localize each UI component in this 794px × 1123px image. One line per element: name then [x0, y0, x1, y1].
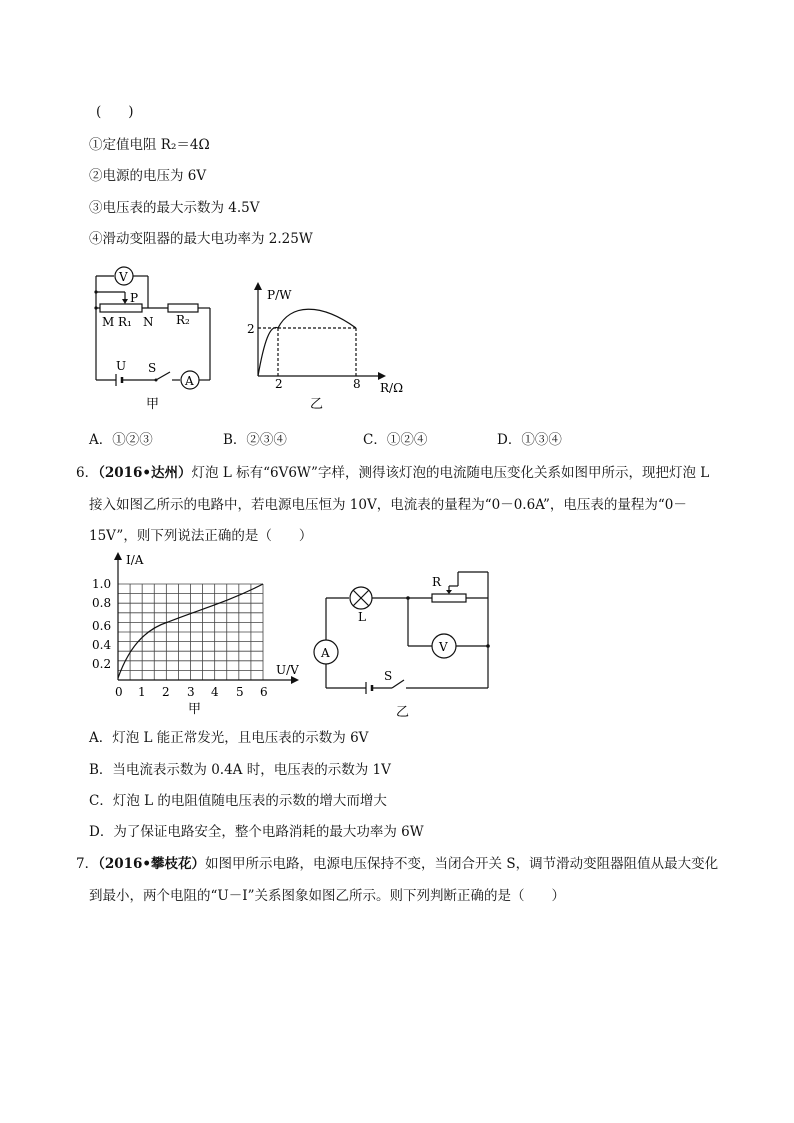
- switch-s-label: S: [384, 669, 393, 683]
- q6-number: 6．: [76, 465, 99, 481]
- q5-statement-3: ③电压表的最大示数为 4.5V: [89, 200, 260, 216]
- q6-graph-xtick: 1: [138, 685, 146, 699]
- q6-graph-ylabel: I/A: [126, 553, 144, 567]
- q6-option-d[interactable]: D．为了保证电路安全，整个电路消耗的最大功率为 6W: [89, 824, 424, 840]
- switch-s-label: S: [148, 361, 157, 375]
- ammeter-label: A: [321, 646, 330, 660]
- r1-label: R₁: [118, 315, 132, 329]
- q5-graph-xlabel: R/Ω: [380, 381, 404, 395]
- q5-statement-2: ②电源的电压为 6V: [89, 168, 207, 184]
- figure-caption-yi: 乙: [310, 397, 324, 412]
- q6-current-voltage-graph: [88, 550, 303, 720]
- q6-option-c[interactable]: C．灯泡 L 的电阻值随电压表的示数的增大而增大: [89, 793, 387, 809]
- q7-stem-line1: [76, 855, 718, 873]
- q5-answer-paren: ( ): [96, 104, 134, 120]
- q6-graph-xtick: 4: [211, 685, 219, 699]
- q5-graph-ylabel: P/W: [267, 288, 292, 302]
- q6-graph-ytick: 0.6: [92, 619, 112, 633]
- q5-statement-1: ①定值电阻 R₂＝4Ω: [89, 137, 210, 153]
- q6-graph-xtick: 5: [236, 685, 244, 699]
- slider-label: P: [130, 291, 139, 305]
- q6-stem-line1: [76, 464, 709, 482]
- q6-stem-line2: 接入如图乙所示的电路中，若电源电压恒为 10V，电流表的量程为“0－0.6A”，电压表的量程为“0－: [89, 497, 687, 513]
- q6-graph-xtick: 2: [162, 685, 170, 699]
- q5-power-resistance-graph: [240, 282, 410, 412]
- q6-graph-xtick: 3: [187, 685, 195, 699]
- figure-caption-yi: 乙: [396, 705, 410, 720]
- q6-option-a[interactable]: A．灯泡 L 能正常发光，且电压表的示数为 6V: [89, 730, 369, 746]
- q5-option-d[interactable]: D．①③④: [497, 432, 562, 448]
- terminal-n-label: N: [143, 315, 154, 329]
- source-u-label: U: [116, 359, 127, 373]
- q5-option-a[interactable]: A．①②③: [89, 432, 153, 448]
- voltmeter-label: V: [119, 270, 128, 284]
- ammeter-label: A: [185, 374, 194, 388]
- figure-caption-jia: 甲: [146, 397, 160, 410]
- q6-graph-ytick: 1.0: [92, 577, 112, 591]
- q5-graph-xtick-8: 8: [353, 377, 361, 391]
- q7-text1: 如图甲所示电路，电源电压保持不变，当闭合开关 S，调节滑动变阻器阻值从最大变化: [205, 856, 719, 872]
- q7-source: （2016•攀枝花）: [98, 856, 206, 872]
- q6-circuit-diagram: [308, 570, 498, 720]
- lamp-label: L: [358, 610, 366, 624]
- q6-graph-ytick: 0.2: [92, 657, 112, 671]
- q6-option-b[interactable]: B．当电流表示数为 0.4A 时，电压表的示数为 1V: [89, 762, 391, 778]
- voltmeter-label: V: [439, 640, 448, 654]
- r2-label: R₂: [176, 313, 190, 327]
- q6-stem-line3: 15V”，则下列说法正确的是（ ）: [89, 528, 313, 544]
- figure-caption-jia: 甲: [188, 702, 202, 717]
- q6-graph-ytick: 0.4: [92, 638, 112, 652]
- q5-graph-ytick-2: 2: [247, 322, 255, 336]
- q6-graph-ytick: 0.8: [92, 596, 112, 610]
- q6-graph-xlabel: U/V: [276, 663, 299, 677]
- q5-option-c[interactable]: C．①②④: [363, 432, 428, 448]
- q7-number: 7．: [76, 856, 99, 872]
- q5-circuit-diagram: [88, 262, 218, 410]
- q5-graph-xtick-2: 2: [275, 377, 283, 391]
- q7-stem-line2: 到最小，两个电阻的“U－I”关系图象如图乙所示。则下列判断正确的是（ ）: [89, 888, 566, 904]
- q6-graph-xtick: 0: [115, 685, 123, 699]
- rheostat-label: R: [432, 575, 442, 589]
- terminal-m-label: M: [102, 315, 115, 329]
- q5-option-b[interactable]: B．②③④: [223, 432, 287, 448]
- q6-source: （2016•达州）: [98, 465, 192, 481]
- q5-statement-4: ④滑动变阻器的最大电功率为 2.25W: [89, 231, 313, 247]
- q6-text1: 灯泡 L 标有“6V6W”字样，测得该灯泡的电流随电压变化关系如图甲所示，现把灯泡 L: [191, 465, 710, 481]
- q6-graph-xtick: 6: [260, 685, 268, 699]
